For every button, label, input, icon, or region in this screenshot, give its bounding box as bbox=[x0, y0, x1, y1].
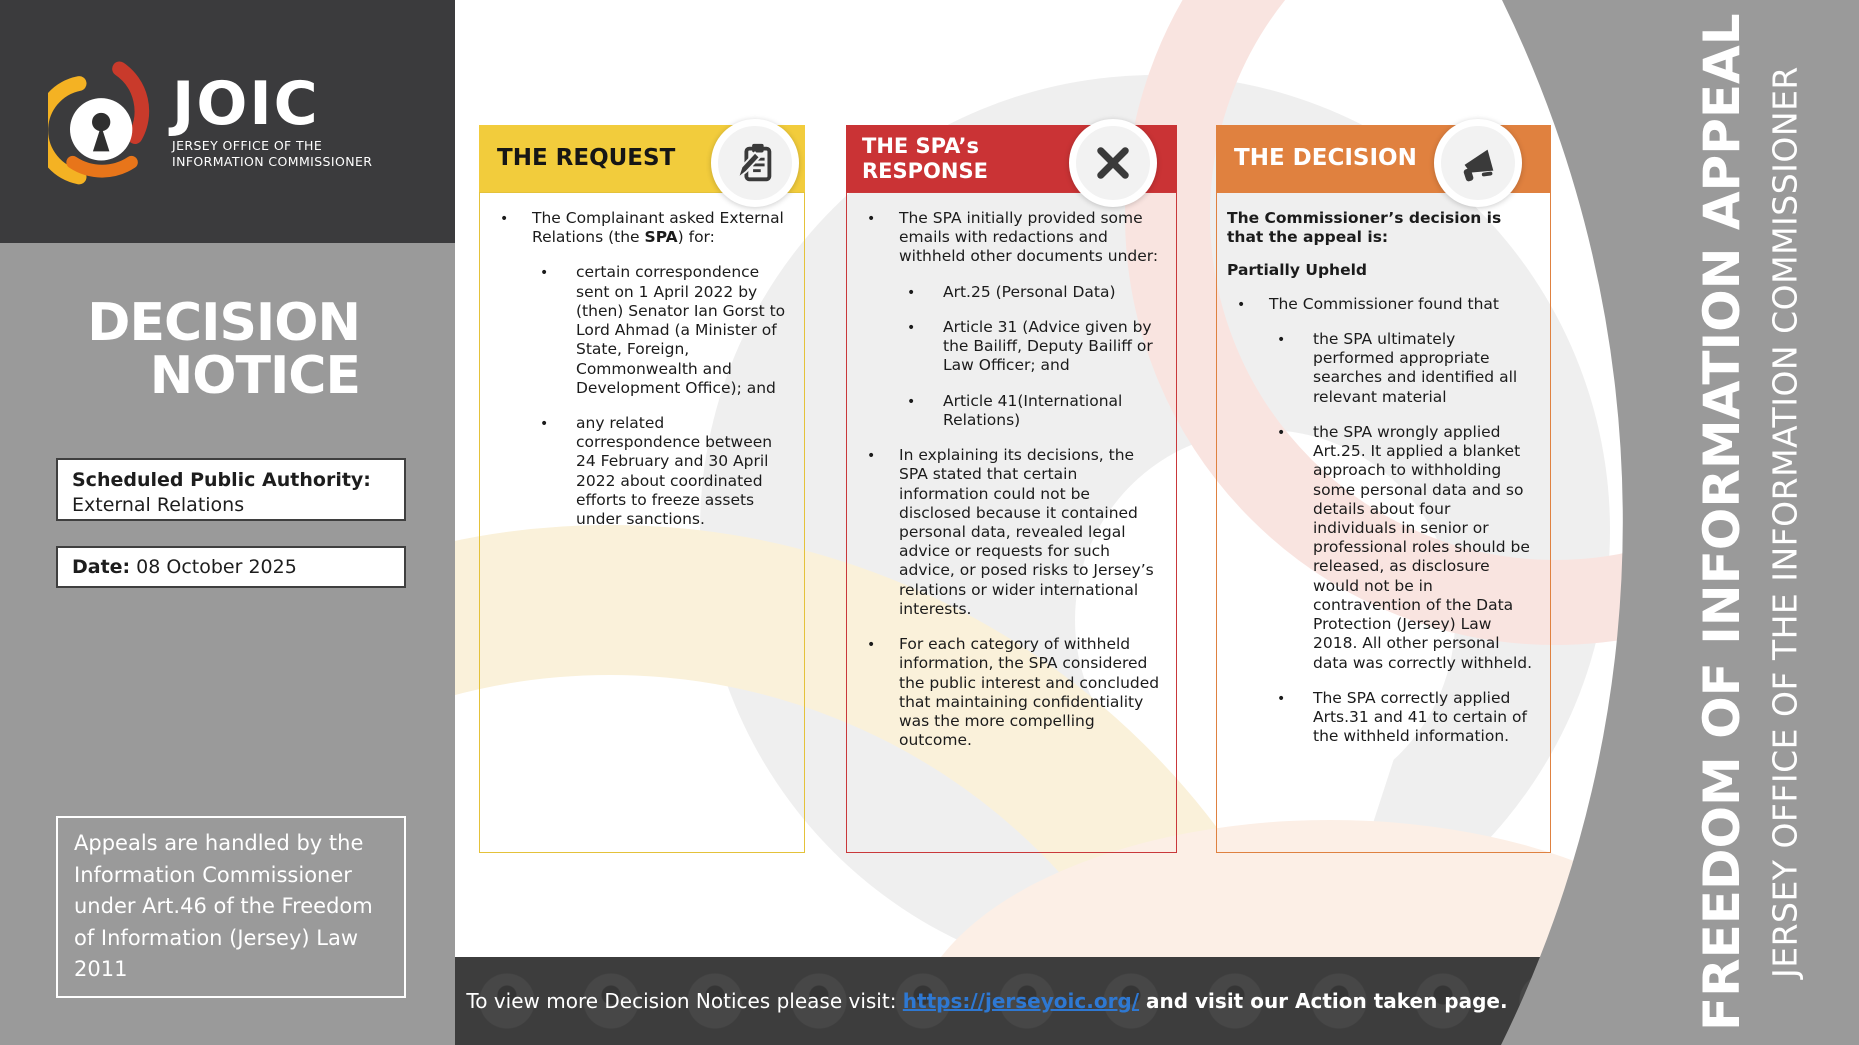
request-bullet-1 bbox=[532, 209, 792, 247]
request-sub-2: any related correspondence between 24 February and 30 April 2022 about coordinated efforts to freeze assets under sanctions. bbox=[576, 413, 773, 529]
logo-text bbox=[172, 68, 373, 169]
column-the-request bbox=[479, 125, 805, 853]
vertical-title-foi-appeal: FREEDOM OF INFORMATION APPEAL bbox=[1693, 13, 1751, 1032]
response-icon-circle bbox=[1069, 119, 1157, 207]
bullet-marker bbox=[901, 392, 943, 430]
list-item bbox=[1227, 295, 1538, 314]
date-box bbox=[56, 546, 406, 588]
spa-value: External Relations bbox=[72, 493, 245, 516]
list-item bbox=[534, 263, 792, 398]
megaphone-icon bbox=[1455, 140, 1501, 186]
list-item bbox=[857, 635, 1164, 750]
bullet-marker bbox=[857, 446, 899, 619]
response-bullet-3: For each category of withheld information, the SPA considered the public interest and concluded that maintaining confidentiality was the more compelling outcome. bbox=[899, 635, 1160, 750]
footer-pre-text: To view more Decision Notices please visit: bbox=[466, 989, 903, 1013]
cross-icon bbox=[1092, 142, 1134, 184]
response-sub-1: Art.25 (Personal Data) bbox=[943, 282, 1116, 301]
list-item bbox=[901, 318, 1164, 376]
list-item bbox=[534, 414, 792, 529]
appeals-note-box: Appeals are handled by the Information Commissioner under Art.46 of the Freedom of Information (Jersey) Law 2011 bbox=[56, 816, 406, 998]
bullet-marker bbox=[1271, 330, 1313, 407]
page-title-line1: DECISION bbox=[87, 293, 360, 353]
decision-header bbox=[1216, 125, 1551, 192]
logo-block bbox=[0, 0, 455, 243]
bullet-marker bbox=[534, 414, 576, 529]
scheduled-public-authority-box bbox=[56, 458, 406, 521]
request-body bbox=[479, 192, 805, 853]
left-sidebar bbox=[0, 243, 455, 1045]
request-b1-post: ) for: bbox=[677, 228, 715, 247]
joic-lock-logo-icon bbox=[48, 47, 158, 197]
list-item bbox=[857, 209, 1164, 267]
response-bullet-1: The SPA initially provided some emails with redactions and withheld other documents under: bbox=[899, 209, 1159, 266]
request-title: THE REQUEST bbox=[497, 145, 676, 171]
list-item bbox=[1271, 689, 1538, 747]
vertical-subtitle-joic: JERSEY OFFICE OF THE INFORMATION COMMISSIONER bbox=[1765, 66, 1805, 979]
date-value: 08 October 2025 bbox=[136, 555, 297, 578]
decision-bullet-1: The Commissioner found that bbox=[1269, 294, 1499, 313]
page-title-line2: NOTICE bbox=[149, 346, 360, 407]
list-item bbox=[490, 209, 792, 247]
list-item bbox=[901, 283, 1164, 302]
logo-tagline-line2: INFORMATION COMMISSIONER bbox=[172, 153, 373, 169]
jerseyoic-link[interactable]: https://jerseyoic.org/ bbox=[902, 989, 1140, 1013]
bullet-marker bbox=[1271, 423, 1313, 673]
list-item bbox=[1271, 423, 1538, 673]
response-body bbox=[846, 192, 1177, 853]
bullet-marker bbox=[857, 635, 899, 750]
bullet-marker bbox=[490, 209, 532, 247]
bullet-marker bbox=[857, 209, 899, 267]
logo-tagline-line1: JERSEY OFFICE OF THE bbox=[172, 137, 323, 153]
list-item bbox=[1271, 330, 1538, 407]
bullet-marker bbox=[901, 318, 943, 376]
list-item bbox=[901, 392, 1164, 430]
bullet-marker bbox=[1271, 689, 1313, 747]
logo-tagline bbox=[172, 138, 372, 169]
request-sub-1: certain correspondence sent on 1 April 2022 by (then) Senator Ian Gorst to Lord Ahmad (a Minister of State, Foreign, Commonwealth and Development Office); and bbox=[576, 263, 786, 397]
request-b1-pre: The Complainant asked External Relations (the bbox=[532, 209, 784, 247]
request-b1-bold: SPA bbox=[644, 228, 678, 247]
spa-label: Scheduled Public Authority: bbox=[72, 469, 371, 491]
bullet-marker bbox=[1227, 295, 1269, 314]
footer-text bbox=[466, 989, 1507, 1013]
request-header bbox=[479, 125, 805, 192]
logo-abbr: JOIC bbox=[172, 68, 320, 139]
decision-outcome: Partially Upheld bbox=[1227, 261, 1367, 280]
response-header bbox=[846, 125, 1177, 192]
page-title bbox=[30, 293, 360, 407]
response-sub-3: Article 41(International Relations) bbox=[943, 391, 1123, 429]
list-item bbox=[857, 446, 1164, 619]
decision-title: THE DECISION bbox=[1234, 145, 1417, 171]
response-title-line2: RESPONSE bbox=[862, 158, 988, 183]
decision-lead: The Commissioner’s decision is that the appeal is: bbox=[1227, 209, 1502, 247]
decision-sub-3: The SPA correctly applied Arts.31 and 41 to certain of the withheld information. bbox=[1313, 688, 1527, 746]
request-icon-circle bbox=[711, 119, 799, 207]
response-sub-2: Article 31 (Advice given by the Bailiff, Deputy Bailiff or Law Officer; and bbox=[943, 318, 1153, 375]
bullet-marker bbox=[901, 283, 943, 302]
column-spa-response bbox=[846, 125, 1177, 853]
response-title-line1: THE SPA’s bbox=[862, 134, 979, 159]
response-bullet-2: In explaining its decisions, the SPA stated that certain information could not be disclosed because it contained personal data, revealed legal advice or requests for such advice, or posed risks to Jersey’s relations or wider international interests. bbox=[899, 446, 1154, 618]
bullet-marker bbox=[534, 263, 576, 398]
column-the-decision bbox=[1216, 125, 1551, 853]
clipboard-icon bbox=[732, 140, 778, 186]
decision-sub-2: the SPA wrongly applied Art.25. It applied a blanket approach to withholding some personal data and so details about four individuals in senior or professional roles should be released, as disclosure would not be in contravention of the Data Protection (Jersey) Law 2018. All other personal data was correctly withheld. bbox=[1313, 422, 1533, 672]
decision-sub-1: the SPA ultimately performed appropriate searches and identified all relevant material bbox=[1313, 330, 1518, 406]
decision-icon-circle bbox=[1434, 119, 1522, 207]
decision-body bbox=[1216, 192, 1551, 853]
footer-post-text: and visit our Action taken page. bbox=[1139, 989, 1508, 1013]
date-label: Date: bbox=[72, 555, 131, 578]
